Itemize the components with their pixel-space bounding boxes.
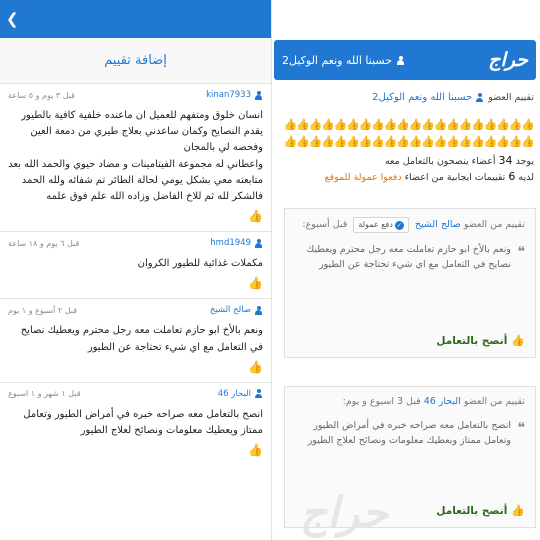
review-time: قبل ٢ أسبوع و ١ يوم bbox=[8, 305, 78, 315]
thumbs-up-icon: 👍 bbox=[421, 134, 434, 148]
chevron-left-icon[interactable]: ❮ bbox=[6, 10, 19, 28]
person-icon bbox=[396, 56, 405, 65]
thumbs-up-icon: 👍 bbox=[283, 118, 297, 131]
thumbs-up-icon: 👍 bbox=[308, 134, 322, 148]
thumbs-up-icon: 👍 bbox=[383, 134, 397, 148]
review-user-link[interactable]: صالح الشيخ bbox=[210, 305, 263, 315]
thumbs-up-icon: 👍 bbox=[483, 134, 497, 148]
watermark-logo: حراج bbox=[300, 488, 388, 537]
card-title: تقييم من العضو البحار 46 قبل 3 اسبوع و يوم: bbox=[342, 396, 525, 407]
thumbs-up-icon: 👍 bbox=[296, 134, 309, 148]
thumbs-up-icon[interactable]: 👍 bbox=[248, 443, 263, 458]
advise-button[interactable]: 👍 أنصح بالتعامل bbox=[436, 334, 525, 347]
review-card bbox=[284, 208, 536, 358]
rating-summary bbox=[280, 92, 534, 185]
header-user-link[interactable]: حسبنا الله ونعم الوكيل2 bbox=[282, 54, 405, 67]
thumbs-up-icon: 👍 bbox=[483, 118, 497, 131]
thumbs-up-icon: 👍 bbox=[421, 118, 434, 131]
review-item bbox=[0, 383, 271, 465]
review-item bbox=[0, 299, 271, 382]
thumbs-row bbox=[284, 117, 534, 150]
person-icon bbox=[254, 239, 263, 248]
review-user-link[interactable]: kinan7933 bbox=[206, 90, 263, 100]
review-time: قبل ٣ يوم و ٥ ساعة bbox=[8, 90, 75, 100]
thumbs-up-icon: 👍 bbox=[308, 118, 322, 131]
check-circle-icon: ✓ bbox=[396, 222, 402, 229]
review-user-link[interactable]: البحار 46 bbox=[218, 389, 263, 399]
advise-count-text: يوجد 34 أعضاء ينصحون بالتعامل معه bbox=[384, 154, 534, 167]
thumbs-up-icon: 👍 bbox=[358, 118, 372, 131]
thumbs-up-icon: 👍 bbox=[511, 334, 525, 347]
quote-icon: ❝ bbox=[517, 244, 525, 260]
advise-button[interactable]: 👍 أنصح بالتعامل bbox=[436, 504, 525, 517]
commission-count: 6 bbox=[508, 169, 516, 183]
thumbs-up-icon: 👍 bbox=[371, 134, 384, 148]
thumbs-up-icon: 👍 bbox=[408, 118, 422, 131]
review-user-link[interactable]: hmd1949 bbox=[210, 238, 263, 248]
review-card bbox=[284, 386, 536, 528]
person-icon bbox=[475, 93, 484, 102]
quote-icon: ❝ bbox=[517, 420, 525, 437]
thumbs-up-icon: 👍 bbox=[396, 118, 409, 131]
card-quote: ❝ انصح بالتعامل معه صراحه خبره في أمراض الطيور وتعامل ممتاز ويعطيك معلومات ونصائح لعلاج الطيور bbox=[307, 420, 525, 446]
thumbs-up-icon: 👍 bbox=[496, 118, 509, 131]
thumbs-up-icon: 👍 bbox=[433, 134, 447, 148]
rating-user-link[interactable]: حسبنا الله ونعم الوكيل2 bbox=[372, 92, 484, 103]
review-item bbox=[0, 84, 271, 232]
commission-text: لديه 6 تقييمات ايجابية من اعضاء دفعوا عمولة للموقع bbox=[324, 169, 534, 183]
site-logo[interactable]: حراج bbox=[488, 49, 528, 71]
thumbs-up-icon: 👍 bbox=[521, 134, 534, 148]
thumbs-up-icon[interactable]: 👍 bbox=[248, 209, 263, 224]
thumbs-up-icon: 👍 bbox=[371, 118, 384, 131]
commission-badge: ✓دفع عمولة bbox=[353, 217, 408, 233]
card-user-link[interactable]: البحار 46 bbox=[423, 396, 461, 407]
thumbs-up-icon: 👍 bbox=[496, 134, 509, 148]
thumbs-up-icon: 👍 bbox=[346, 118, 359, 131]
thumbs-up-icon: 👍 bbox=[471, 134, 484, 148]
thumbs-up-icon: 👍 bbox=[521, 118, 534, 131]
commission-link[interactable]: دفعوا عمولة للموقع bbox=[324, 171, 402, 183]
thumbs-up-icon: 👍 bbox=[346, 134, 359, 148]
card-user-link[interactable]: صالح الشيخ bbox=[414, 219, 461, 230]
thumbs-up-icon: 👍 bbox=[408, 134, 422, 148]
thumbs-up-icon: 👍 bbox=[446, 118, 459, 131]
thumbs-up-icon: 👍 bbox=[383, 118, 397, 131]
thumbs-up-icon[interactable]: 👍 bbox=[248, 359, 263, 374]
advise-count: 34 bbox=[498, 154, 513, 167]
add-review-label: إضافة تقييم bbox=[104, 53, 167, 68]
profile-panel bbox=[272, 0, 540, 540]
thumbs-up-icon: 👍 bbox=[458, 118, 472, 131]
review-time: قبل ٦ يوم و ١٨ ساعة bbox=[8, 238, 80, 248]
card-title: تقييم من العضو صالح الشيخ ✓دفع عمولة قبل أسبوع: bbox=[295, 217, 525, 233]
thumbs-up-icon: 👍 bbox=[321, 134, 334, 148]
thumbs-up-icon: 👍 bbox=[511, 504, 525, 517]
add-review-button[interactable] bbox=[0, 38, 271, 84]
thumbs-up-icon: 👍 bbox=[321, 118, 334, 131]
review-item bbox=[0, 232, 271, 299]
review-body: مكملات غذائية للطيور الكروان bbox=[137, 258, 263, 270]
review-body: انسان خلوق ومتفهم للعميل ان ماعنده خلفية كافية بالطيور يقدم النصايح وكمان ساعدني بعلاج طيري من دمعة العين وفحصه لي بالمجان واعطاني له مجموعة الفيتامينات و مضاد حيوي والحمد الله بعد متابعته معي بشكل يومي لحالة الطائر تم شفائه ولله الحمد فالشكر لله ثم للاخ الفاضل وزاده الله علم فوق علمه bbox=[8, 110, 263, 202]
thumbs-up-icon: 👍 bbox=[396, 134, 409, 148]
thumbs-up-icon: 👍 bbox=[433, 118, 447, 131]
person-icon bbox=[254, 306, 263, 315]
thumbs-up-icon: 👍 bbox=[358, 134, 372, 148]
site-header bbox=[274, 40, 536, 80]
thumbs-up-icon: 👍 bbox=[446, 134, 459, 148]
thumbs-up-icon: 👍 bbox=[296, 118, 309, 131]
thumbs-up-icon: 👍 bbox=[333, 134, 347, 148]
thumbs-up-icon[interactable]: 👍 bbox=[248, 276, 263, 291]
review-list bbox=[0, 84, 271, 465]
reviews-topbar bbox=[0, 0, 271, 38]
thumbs-up-icon: 👍 bbox=[508, 134, 522, 148]
card-quote: ❝ ونعم بالأخ ابو حازم تعاملت معه رجل محترم ويعطيك نصايح في التعامل مع اي شيء تحتاجة عن الطيور bbox=[306, 244, 525, 270]
review-body: ونعم بالأخ ابو حازم تعاملت معه رجل محترم ويعطيك نصايح في التعامل مع اي شيء تحتاجة عن الطيور bbox=[20, 325, 263, 353]
review-time: قبل ١ شهر و ١ اسبوع bbox=[8, 389, 81, 399]
thumbs-up-icon: 👍 bbox=[508, 118, 522, 131]
thumbs-up-icon: 👍 bbox=[471, 118, 484, 131]
rating-prefix: تقييم العضو bbox=[488, 92, 534, 103]
thumbs-up-icon: 👍 bbox=[283, 134, 297, 148]
thumbs-up-icon: 👍 bbox=[458, 134, 472, 148]
thumbs-up-icon: 👍 bbox=[333, 118, 347, 131]
person-icon bbox=[254, 389, 263, 398]
person-icon bbox=[254, 91, 263, 100]
review-body: انصح بالتعامل معه صراحه خبره في أمراض الطيور وتعامل ممتاز ويعطيك معلومات ونصائح لعلاج الطيور bbox=[23, 408, 263, 436]
